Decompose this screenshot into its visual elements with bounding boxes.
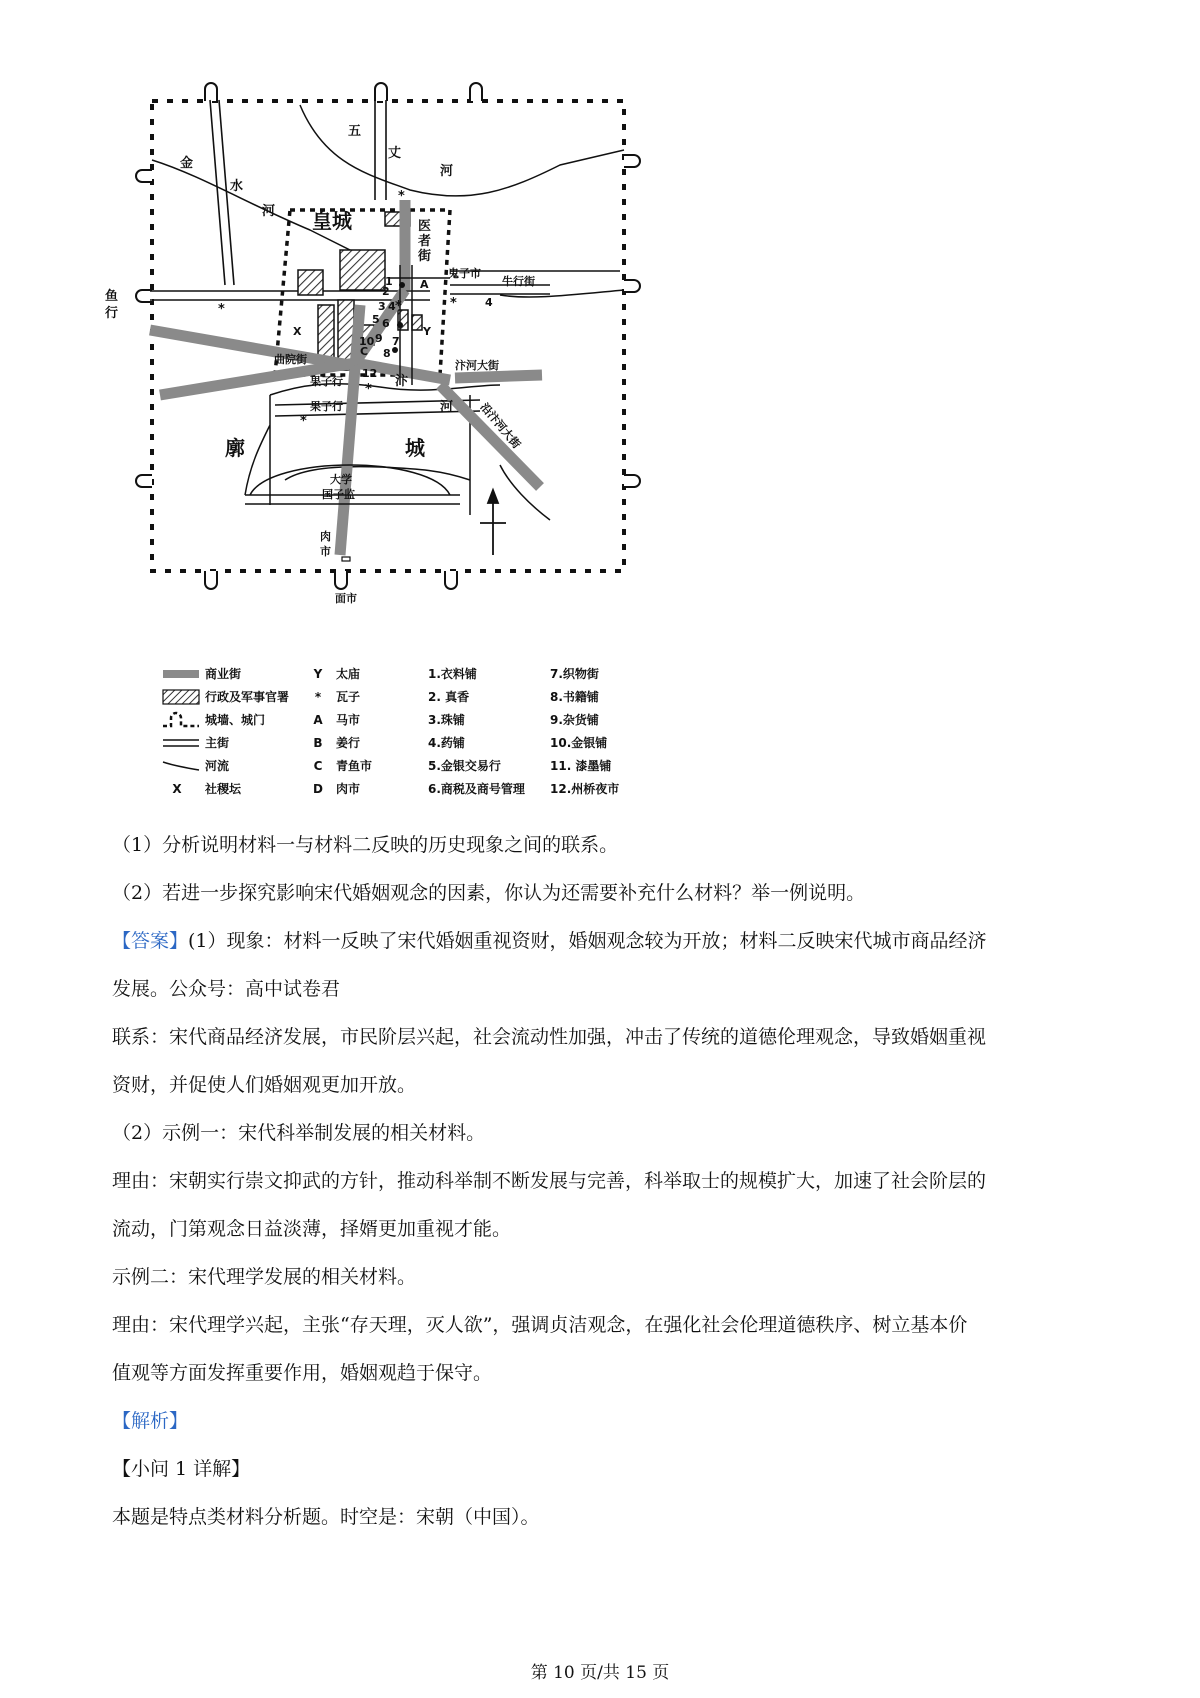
label-guozijian: 国子监 <box>322 488 355 501</box>
legend-river: 河流 <box>163 756 333 776</box>
legend-commercial: 商业街 <box>163 664 333 684</box>
legend-wall: 城墙、城门 <box>163 710 333 730</box>
legend-altar: X 社稷坛 <box>172 782 242 796</box>
admin-office-swatch <box>163 687 203 707</box>
reason-2-line-1: 理由：宋代理学兴起，主张“存天理，灭人欲”，强调贞洁观念，在强化社会伦理道德秩序、树立基本价 <box>112 1314 968 1336</box>
label-shi: 市 <box>320 545 331 558</box>
page-footer: 第 10 页/共 15 页 <box>530 1663 670 1683</box>
answer-text-1: (1）现象：材料一反映了宋代婚姻重视资财，婚姻观念较为开放；材料二反映宋代城市商品经济 <box>188 930 987 952</box>
legend-num-12: 12.州桥夜市 <box>550 782 620 796</box>
label-mianshi: 面市 <box>335 592 357 605</box>
label-cheng: 城 <box>405 436 425 460</box>
wazi-star-2: * <box>218 302 225 317</box>
label-yanbianhedajie: 沿汴河大街 <box>477 400 524 452</box>
label-rou: 肉 <box>320 530 331 543</box>
label-x-altar: X <box>293 325 302 338</box>
wazi-star-4: * <box>395 299 402 314</box>
example-1: （2）示例一：宋代科举制发展的相关材料。 <box>112 1122 486 1144</box>
outer-city-wall <box>152 101 624 571</box>
label-n8: 8 <box>383 347 391 360</box>
answer-tag: 【答案】 <box>112 930 189 952</box>
label-niuhangjie: 牛行街 <box>502 275 535 288</box>
example-2: 示例二：宋代理学发展的相关材料。 <box>112 1266 417 1288</box>
reason-2-line-2: 值观等方面发挥重要作用，婚姻观趋于保守。 <box>112 1362 493 1384</box>
label-n7: 7 <box>392 335 400 348</box>
label-c: C <box>360 345 369 358</box>
legend-num-8: 8.书籍铺 <box>550 690 599 704</box>
sub-question-1-text: 本题是特点类材料分析题。时空是：宋朝（中国）。 <box>112 1506 540 1528</box>
label-n5: 5 <box>372 313 380 326</box>
label-a-horse-market: A <box>420 278 429 291</box>
reason-1-line-2: 流动，门第观念日益淡薄，择婿更加重视才能。 <box>112 1218 512 1240</box>
legend-num-4: 4.药铺 <box>428 736 465 750</box>
label-yizhe-3: 街 <box>418 249 432 264</box>
label-bian: 汴 <box>395 374 409 389</box>
label-n3: 3 <box>378 300 386 313</box>
legend-code-y: Y 太庙 <box>313 667 361 681</box>
wazi-star-1: * <box>398 189 405 204</box>
label-y-temple: Y <box>423 325 431 338</box>
label-shui-he: 河 <box>262 204 276 219</box>
label-kuo: 廓 <box>225 436 245 460</box>
label-hang: 行 <box>105 306 119 321</box>
label-guozihang-1: 果子行 <box>310 375 343 388</box>
label-quyuanjie: 曲院街 <box>274 353 307 366</box>
link-text-2: 资财，并促使人们婚姻观更加开放。 <box>112 1074 417 1096</box>
label-n6: 6 <box>382 317 390 330</box>
label-daxue: 大学 <box>330 473 352 486</box>
kaifeng-city-map <box>105 95 630 635</box>
analysis-tag: 【解析】 <box>112 1410 189 1432</box>
label-guizishi: 鬼子市 <box>448 267 481 280</box>
wazi-star-3: * <box>450 296 457 311</box>
reason-1-line-1: 理由：宋朝实行崇文抑武的方针，推动科举制不断发展与完善，科举取士的规模扩大，加速了社会阶层的 <box>112 1170 987 1192</box>
north-arrow <box>480 490 506 555</box>
commercial-street-swatch <box>163 664 203 684</box>
label-yu: 鱼 <box>105 289 119 304</box>
label-jin: 金 <box>180 156 194 171</box>
map-legend <box>163 664 643 814</box>
label-n4: 4 <box>388 300 396 313</box>
question-2: （2）若进一步探究影响宋代婚姻观念的因素，你认为还需要补充什么材料？举一例说明。 <box>112 882 866 904</box>
label-n12: 12 <box>362 367 378 380</box>
label-shui: 水 <box>230 179 244 194</box>
legend-code-b: B 姜行 <box>313 736 361 750</box>
label-n2: 2 <box>382 285 390 298</box>
wazi-star-5: * <box>365 382 372 397</box>
label-yizhe: 医 <box>418 219 432 234</box>
label-bianhedajie: 汴河大街 <box>455 359 499 372</box>
legend-num-6: 6.商税及商号管理 <box>428 782 525 796</box>
legend-code-c: C 青鱼市 <box>313 759 373 773</box>
commercial-street-end-caps <box>342 557 350 561</box>
answer-block-line-1 <box>112 928 987 954</box>
label-wuzhang-he: 河 <box>440 164 454 179</box>
legend-num-11: 11. 漆墨铺 <box>550 759 612 773</box>
legend-num-7: 7.织物街 <box>550 667 599 681</box>
legend-num-1: 1.衣料铺 <box>428 667 477 681</box>
label-wuzhang: 五 <box>348 124 362 139</box>
label-huangcheng: 皇城 <box>312 209 352 233</box>
question-1: （1）分析说明材料一与材料二反映的历史现象之间的联系。 <box>112 834 619 856</box>
legend-num-10: 10.金银铺 <box>550 736 608 750</box>
label-n1: 1 <box>385 275 393 288</box>
label-wuzhang-2: 丈 <box>388 146 402 161</box>
legend-code-d: D 肉市 <box>313 782 361 796</box>
legend-code-star: * 瓦子 <box>314 690 361 704</box>
city-wall-swatch <box>163 710 203 730</box>
answer-text-2: 发展。公众号：高中试卷君 <box>112 978 341 1000</box>
legend-num-5: 5.金银交易行 <box>428 759 501 773</box>
label-n4b: 4 <box>485 296 493 309</box>
legend-num-9: 9.杂货铺 <box>550 713 599 727</box>
link-text-1: 联系：宋代商品经济发展，市民阶层兴起，社会流动性加强，冲击了传统的道德伦理观念，导致婚姻重视 <box>112 1026 987 1048</box>
wazi-star-6: * <box>300 414 307 429</box>
label-yizhe-2: 者 <box>418 234 432 249</box>
legend-main-street: 主街 <box>163 733 333 753</box>
main-street-swatch <box>163 733 203 753</box>
legend-num-2: 2. 真香 <box>428 690 470 704</box>
river-swatch <box>163 756 203 776</box>
label-guozihang-2: 果子行 <box>310 400 343 413</box>
sub-question-1-heading: 【小问 1 详解】 <box>112 1458 251 1480</box>
label-bian-he: 河 <box>440 400 454 415</box>
label-n10: 10 <box>359 335 375 348</box>
legend-code-a: A 马市 <box>313 713 361 727</box>
legend-admin: 行政及军事官署 <box>163 687 333 707</box>
legend-num-3: 3.珠铺 <box>428 713 465 727</box>
label-n9: 9 <box>375 332 383 345</box>
